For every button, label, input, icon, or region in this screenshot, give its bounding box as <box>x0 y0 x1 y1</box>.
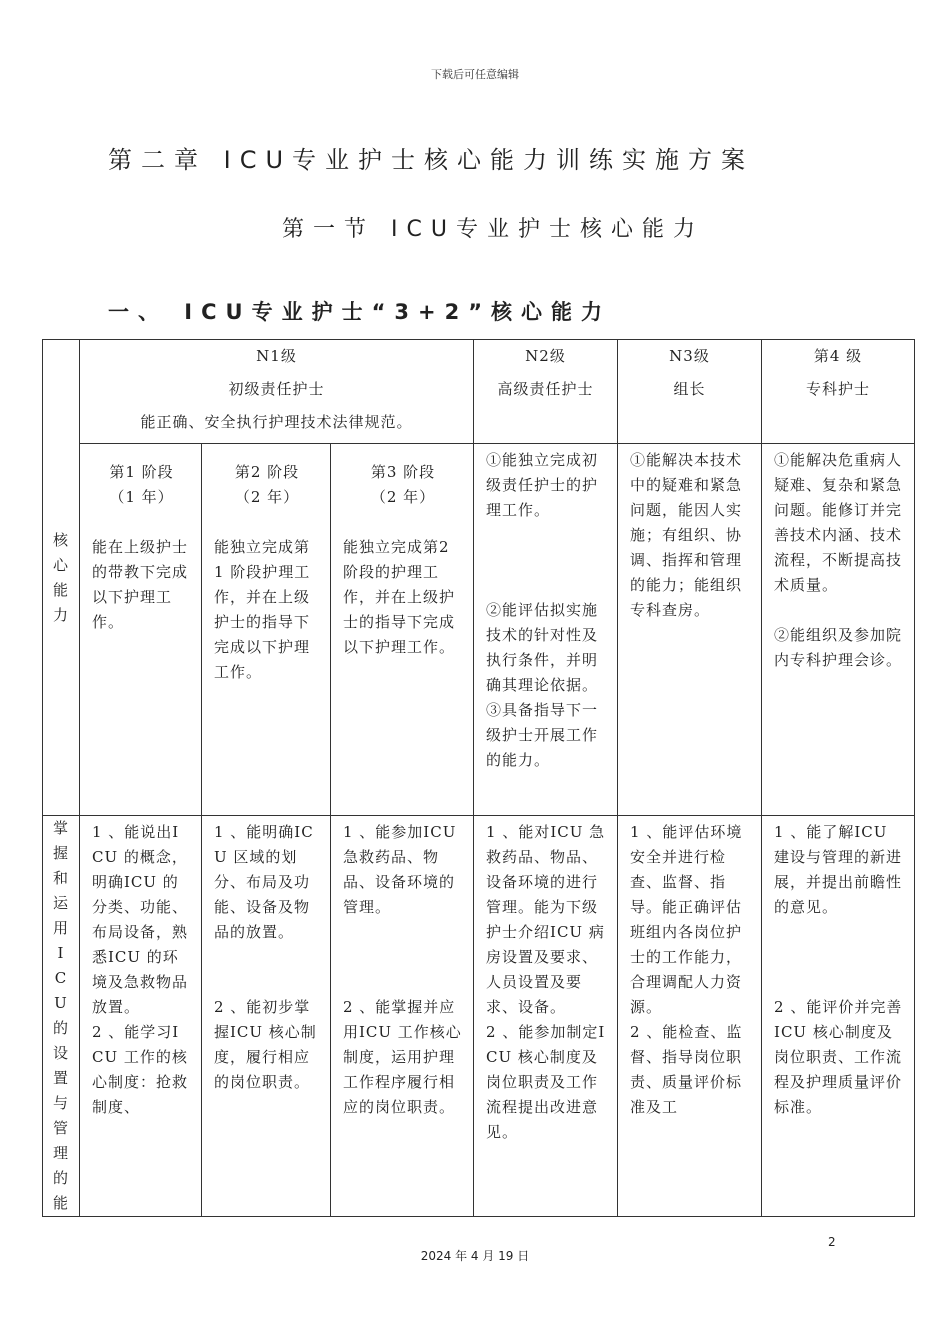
r2-stage2-item1: 1 、能明确ICU 区域的划分、布局及功能、设备及物品的放置。 <box>214 823 314 941</box>
r2-n2-item1: 1 、能对ICU 急救药品、物品、设备环境的进行管理。能为下级护士介绍ICU 病房设置及要求、人员设置及要求、设备。 <box>486 823 606 1016</box>
n1-header-cell <box>80 340 474 444</box>
r2-n2-item2: 2 、能参加制定ICU 核心制度及岗位职责及工作流程提出改进意见。 <box>486 1023 606 1141</box>
n2-level: N2级 <box>525 347 566 365</box>
r2-stage1-cell <box>80 816 202 1217</box>
row-header-icu-setting <box>43 816 80 1217</box>
section-title: 第一节 ICU专业护士核心能力 <box>282 217 704 242</box>
level-header-row <box>43 340 915 444</box>
r2-stage3-item2: 2 、能掌握并应用ICU 工作核心制度，运用护理工作程序履行相应的岗位职责。 <box>343 998 462 1116</box>
stage-row <box>43 444 915 816</box>
r2-stage2-cell <box>202 816 331 1217</box>
row-header-icu-setting-text: 掌握和运用ICU的设置与管理的能 <box>52 819 69 1212</box>
n2-header-cell <box>474 340 618 444</box>
r2-stage3-cell <box>331 816 474 1217</box>
n3-desc-cell <box>618 444 762 816</box>
stage2-years: （2 年） <box>234 488 300 506</box>
n4-level: 第4 级 <box>813 347 863 365</box>
n2-name: 高级责任护士 <box>497 380 594 398</box>
stage1-desc: 能在上级护士的带教下完成以下护理工作。 <box>92 538 189 631</box>
footer-date: 2024 年 4 月 19 日 <box>420 1249 530 1263</box>
stage2-cell <box>202 444 331 816</box>
r2-n4-item2: 2 、能评价并完善ICU 核心制度及岗位职责、工作流程及护理质量评价标准。 <box>774 998 903 1116</box>
stage1-cell <box>80 444 202 816</box>
n1-level: N1级 <box>256 347 297 365</box>
n4-desc-1: ①能解决危重病人疑难、复杂和紧急问题。能修订并完善技术内涵、技术流程，不断提高技术质量。 <box>774 451 903 594</box>
r2-stage3-item1: 1 、能参加ICU 急救药品、物品、设备环境的管理。 <box>343 823 457 916</box>
stage3-cell <box>331 444 474 816</box>
r2-n3-item1: 1 、能评估环境安全并进行检查、监督、指导。能正确评估班组内各岗位护士的工作能力，合理调配人力资源。 <box>630 823 743 1016</box>
core-competency-table <box>42 339 915 1217</box>
n3-level: N3级 <box>669 347 710 365</box>
stage3-desc: 能独立完成第2 阶段的护理工作，并在上级护士的指导下完成以下护理工作。 <box>343 538 456 656</box>
n4-name: 专科护士 <box>806 380 871 398</box>
n3-header-cell <box>618 340 762 444</box>
n2-desc-2: ②能评估拟实施技术的针对性及执行条件，并明确其理论依据。 <box>486 601 599 694</box>
n3-desc: ①能解决本技术中的疑难和紧急问题，能因人实施；有组织、协调、指挥和管理的能力；能组织专科查房。 <box>630 451 743 619</box>
stage2-title: 第2 阶段 <box>234 463 300 481</box>
r2-stage1-item2: 2 、能学习ICU 工作的核心制度：抢救制度、 <box>92 1023 189 1116</box>
r2-stage1-item1: 1 、能说出ICU 的概念，明确ICU 的分类、功能、布局设备，熟悉ICU 的环境及急救物品放置。 <box>92 823 189 1016</box>
stage3-years: （2 年） <box>370 488 436 506</box>
r2-n3-item2: 2 、能检查、监督、指导岗位职责、质量评价标准及工 <box>630 1023 743 1116</box>
chapter-title: 第二章 ICU专业护士核心能力训练实施方案 <box>108 146 755 174</box>
icu-setting-row <box>43 816 915 1217</box>
n2-desc-1: ①能独立完成初级责任护士的护理工作。 <box>486 451 599 519</box>
stage1-title: 第1 阶段 <box>109 463 174 481</box>
header-note: 下载后可任意编辑 <box>431 68 519 81</box>
page-number: 2 <box>828 1235 836 1249</box>
n4-desc-cell <box>762 444 915 816</box>
stage1-years: （1 年） <box>109 488 174 506</box>
r2-stage2-item2: 2 、能初步掌握ICU 核心制度，履行相应的岗位职责。 <box>214 998 317 1091</box>
stage2-desc: 能独立完成第1 阶段护理工作，并在上级护士的指导下完成以下护理工作。 <box>214 538 311 681</box>
r2-n2-cell <box>474 816 618 1217</box>
r2-n4-cell <box>762 816 915 1217</box>
r2-n3-cell <box>618 816 762 1217</box>
row-header-core-text: 核心能力 <box>52 530 69 624</box>
n4-header-cell <box>762 340 915 444</box>
n1-desc: 能正确、安全执行护理技术法律规范。 <box>140 413 413 431</box>
r2-n4-item1: 1 、能了解ICU 建设与管理的新进展，并提出前瞻性的意见。 <box>774 823 903 916</box>
stage3-title: 第3 阶段 <box>370 463 436 481</box>
subsection-title: 一、 ICU专业护士“3+2”核心能力 <box>108 300 612 324</box>
n2-desc-3: ③具备指导下一级护士开展工作的能力。 <box>486 701 599 769</box>
n3-name: 组长 <box>673 380 706 398</box>
n1-name: 初级责任护士 <box>228 380 325 398</box>
n4-desc-2: ②能组织及参加院内专科护理会诊。 <box>774 626 903 669</box>
n2-desc-cell <box>474 444 618 816</box>
row-header-core <box>43 340 80 816</box>
